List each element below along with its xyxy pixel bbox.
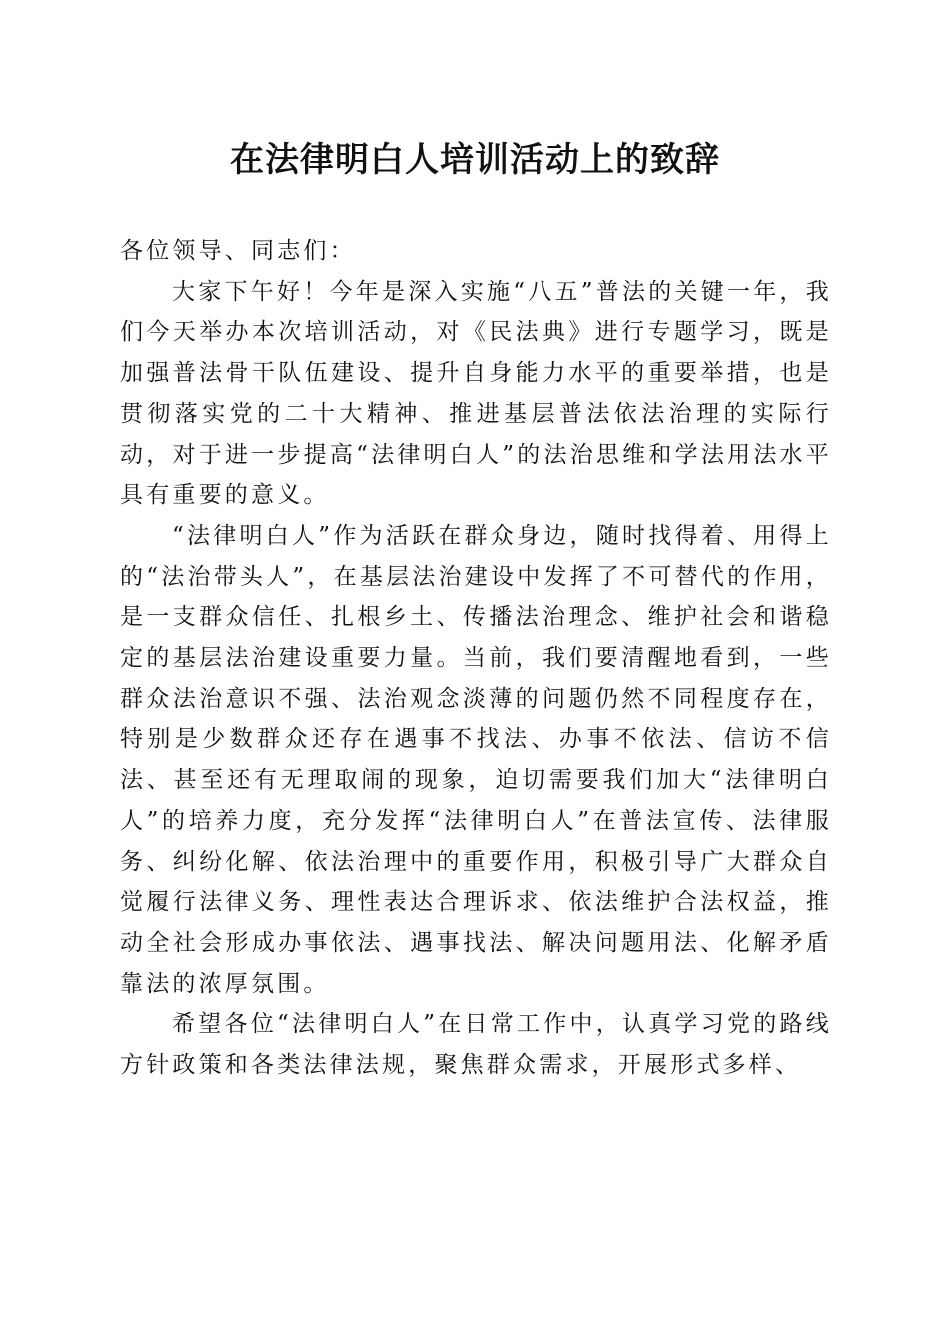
document-title: 在法律明白人培训活动上的致辞 bbox=[230, 140, 720, 180]
paragraph-2: “法律明白人”作为活跃在群众身边，随时找得着、用得上的“法治带头人”，在基层法治建设中发挥了不可替代的作用，是一支群众信任、扎根乡土、传播法治理念、维护社会和谐稳定的基层法治建设重要力量。当前，我们要清醒地看到，一些群众法治意识不强、法治观念淡薄的问题仍然不同程度存在，特别是少数群众还存在遇事不找法、办事不依法、信访不信法、甚至还有无理取闹的现象，迫切需要我们加大“法律明白人”的培养力度，充分发挥“法律明白人”在普法宣传、法律服务、纠纷化解、依法治理中的重要作用，积极引导广大群众自觉履行法律义务、理性表达合理诉求、依法维护合法权益，推动全社会形成办事依法、遇事找法、解决问题用法、化解矛盾靠法的浓厚氛围。 bbox=[120, 522, 832, 997]
salutation: 各位领导、同志们： bbox=[120, 238, 356, 264]
paragraph-1: 大家下午好！今年是深入实施“八五”普法的关键一年，我们今天举办本次培训活动，对《民法典》进行专题学习，既是加强普法骨干队伍建设、提升自身能力水平的重要举措，也是贯彻落实党的二十大精神、推进基层普法依法治理的实际行动，对于进一步提高“法律明白人”的法治思维和学法用法水平具有重要的意义。 bbox=[120, 278, 832, 509]
paragraph-3: 希望各位“法律明白人”在日常工作中，认真学习党的路线方针政策和各类法律法规，聚焦群众需求，开展形式多样、 bbox=[120, 1011, 832, 1079]
document-body bbox=[120, 231, 832, 1086]
